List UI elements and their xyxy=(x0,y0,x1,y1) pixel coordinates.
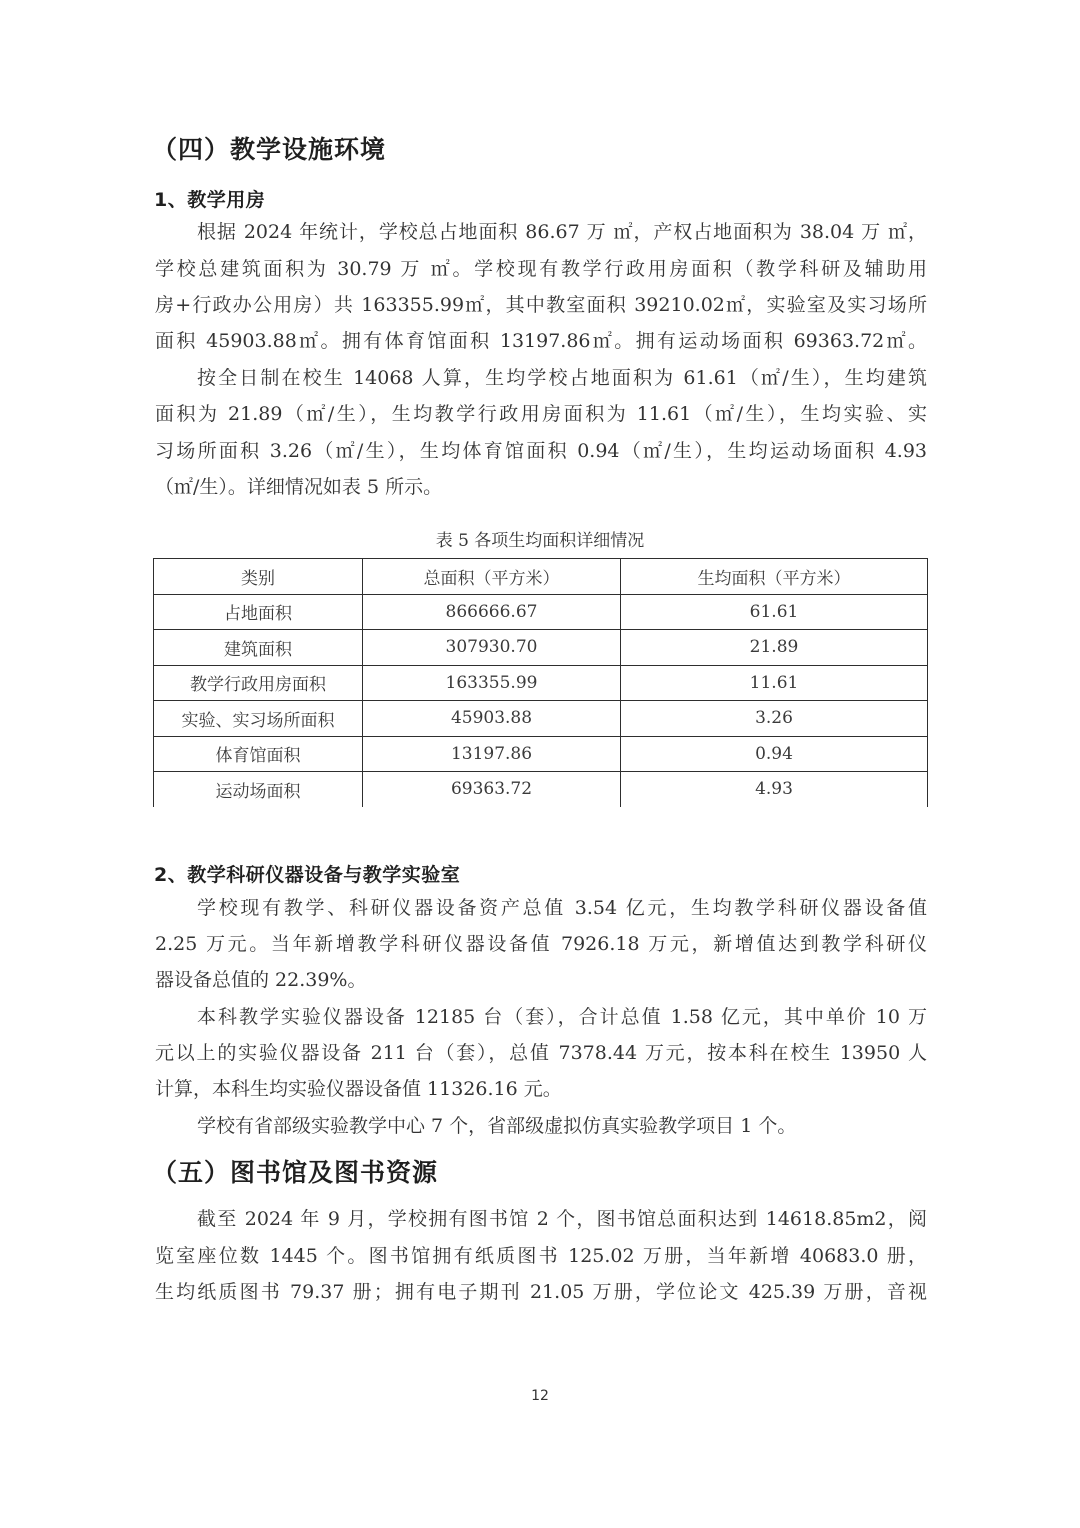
table-row xyxy=(154,736,928,772)
cell-category: 建筑面积 xyxy=(154,630,363,666)
text-line: 本科教学实验仪器设备 12185 台（套），合计总值 1.58 亿元，其中单价 10 万 xyxy=(197,1006,927,1028)
subsection-heading-equipment-labs: 2、教学科研仪器设备与教学实验室 xyxy=(154,864,461,886)
cell-category: 运动场面积 xyxy=(154,772,363,807)
text-line: 面积为 21.89（㎡/生），生均教学行政用房面积为 11.61（㎡/生），生均实验、实 xyxy=(155,403,927,425)
text-line: 截至 2024 年 9 月，学校拥有图书馆 2 个，图书馆总面积达到 14618.85m2，阅 xyxy=(197,1208,927,1230)
cell-total-area: 307930.70 xyxy=(363,630,621,666)
cell-category: 体育馆面积 xyxy=(154,736,363,772)
page-number: 12 xyxy=(531,1388,549,1404)
table-caption: 表 5 各项生均面积详细情况 xyxy=(435,531,645,551)
cell-per-student-area: 4.93 xyxy=(621,772,928,807)
subsection-heading-teaching-rooms: 1、教学用房 xyxy=(154,189,266,211)
text-line: 2.25 万元。当年新增教学科研仪器设备值 7926.18 万元，新增值达到教学科研仪 xyxy=(155,933,927,955)
text-line: 根据 2024 年统计，学校总占地面积 86.67 万 ㎡，产权占地面积为 38.04 万 ㎡， xyxy=(197,221,927,243)
cell-total-area: 163355.99 xyxy=(363,665,621,701)
text-line: 览室座位数 1445 个。图书馆拥有纸质图书 125.02 万册，当年新增 40683.0 册， xyxy=(155,1245,927,1267)
cell-total-area: 13197.86 xyxy=(363,736,621,772)
cell-category: 实验、实习场所面积 xyxy=(154,701,363,737)
section-heading-teaching-facilities: （四）教学设施环境 xyxy=(152,135,387,164)
text-line: 房+行政办公用房）共 163355.99㎡，其中教室面积 39210.02㎡，实验室及实习场所 xyxy=(155,294,927,316)
cell-per-student-area: 61.61 xyxy=(621,594,928,630)
header-cell-category: 类别 xyxy=(154,559,363,595)
cell-total-area: 866666.67 xyxy=(363,594,621,630)
table-row xyxy=(154,594,928,630)
text-line: 学校有省部级实验教学中心 7 个，省部级虚拟仿真实验教学项目 1 个。 xyxy=(197,1115,797,1137)
text-line: 元以上的实验仪器设备 211 台（套），总值 7378.44 万元，按本科在校生 13950 人 xyxy=(155,1042,927,1064)
text-line: 习场所面积 3.26（㎡/生），生均体育馆面积 0.94（㎡/生），生均运动场面积 4.93 xyxy=(155,440,927,462)
table-row xyxy=(154,701,928,737)
text-line: 面积 45903.88㎡。拥有体育馆面积 13197.86㎡。拥有运动场面积 69363.72㎡。 xyxy=(155,330,927,352)
cell-per-student-area: 3.26 xyxy=(621,701,928,737)
cell-per-student-area: 21.89 xyxy=(621,630,928,666)
text-line: （㎡/生）。详细情况如表 5 所示。 xyxy=(155,476,443,498)
cell-category: 占地面积 xyxy=(154,594,363,630)
table-row xyxy=(154,630,928,666)
text-line: 器设备总值的 22.39%。 xyxy=(155,969,367,991)
header-cell-total-area: 总面积（平方米） xyxy=(363,559,621,595)
table-header-row xyxy=(154,559,928,595)
cell-per-student-area: 11.61 xyxy=(621,665,928,701)
cell-category: 教学行政用房面积 xyxy=(154,665,363,701)
table-row xyxy=(154,665,928,701)
cell-per-student-area: 0.94 xyxy=(621,736,928,772)
text-line: 学校总建筑面积为 30.79 万 ㎡。学校现有教学行政用房面积（教学科研及辅助用 xyxy=(155,258,927,280)
header-cell-per-student-area: 生均面积（平方米） xyxy=(621,559,928,595)
text-line: 计算，本科生均实验仪器设备值 11326.16 元。 xyxy=(155,1078,562,1100)
cell-total-area: 45903.88 xyxy=(363,701,621,737)
cell-total-area: 69363.72 xyxy=(363,772,621,807)
text-line: 生均纸质图书 79.37 册；拥有电子期刊 21.05 万册，学位论文 425.39 万册，音视 xyxy=(155,1281,927,1303)
section-heading-library: （五）图书馆及图书资源 xyxy=(152,1158,439,1187)
table-row xyxy=(154,772,928,807)
text-line: 按全日制在校生 14068 人算，生均学校占地面积为 61.61（㎡/生），生均建筑 xyxy=(197,367,927,389)
per-student-area-table xyxy=(153,558,928,807)
text-line: 学校现有教学、科研仪器设备资产总值 3.54 亿元，生均教学科研仪器设备值 xyxy=(197,897,927,919)
